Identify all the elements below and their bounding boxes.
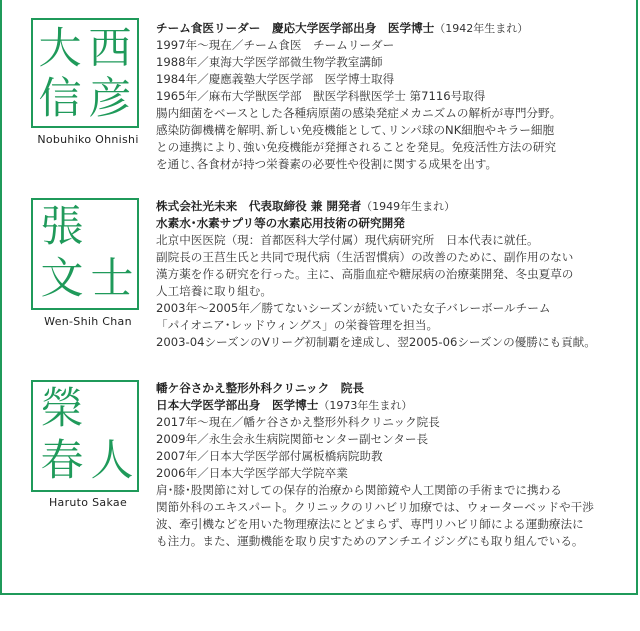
name-stamp xyxy=(31,198,139,310)
profile-line: 1997年〜現在／チーム食医 チームリーダー xyxy=(156,38,395,52)
name-kanji-char: 西 xyxy=(88,24,132,74)
profile-line: 1965年／麻布大学獣医学部 獣医学科獣医学士 第7116号取得 xyxy=(156,89,486,103)
profile-title-main: チーム食医リーダー 慶応大学医学部出身 医学博士 xyxy=(156,21,435,35)
profile-title: 幡ケ谷さかえ整形外科クリニック 院長 xyxy=(156,381,364,395)
name-kanji-char: 大 xyxy=(38,24,82,74)
profile-line: 「パイオニア･レッドウィングス」の栄養管理を担当。 xyxy=(156,318,439,332)
profile-line: 感染防御機構を解明､新しい免疫機能として､リンパ球のNK細胞やキラー細胞 xyxy=(156,123,555,137)
profile-line: 1988年／東海大学医学部微生物学教室講師 xyxy=(156,55,383,69)
name-kanji-char: 士 xyxy=(90,254,134,304)
name-kanji-char: 榮 xyxy=(40,384,84,434)
profile-line: 副院長の王莒生氏と共同で現代病（生活習慣病）の改善のために、副作用のない xyxy=(156,250,574,264)
profile-text xyxy=(156,380,632,550)
profile-subtitle-main: 日本大学医学部出身 医学博士 xyxy=(156,398,319,412)
profile-line: 漢方薬を作る研究を行った。主に、高脂血症や糖尿病の治療薬開発、冬虫夏草の xyxy=(156,267,574,281)
profile-line: を通じ､各食材が持つ栄養素の必要性や役割に関する成果を出す。 xyxy=(156,157,498,171)
profile-title-main: 株式会社光未来 代表取締役 兼 開発者 xyxy=(156,199,362,213)
profile-line: 2007年／日本大学医学部付属板橋病院助教 xyxy=(156,449,383,463)
name-kanji-char: 人 xyxy=(90,436,134,486)
profile-line: 2006年／日本大学医学部大学院卒業 xyxy=(156,466,348,480)
profile-line: 2003-04シーズンのVリーグ初制覇を達成し、翌2005-06シーズンの優勝にも貢献。 xyxy=(156,335,596,349)
profile-line: 腸内細菌をベースとした各種病原菌の感染発症メカニズムの解析が専門分野。 xyxy=(156,106,562,120)
profile-text xyxy=(156,198,632,351)
name-kanji-char: 春 xyxy=(40,436,84,486)
profile-subtitle: 水素水･水素サプリ等の水素応用技術の研究開発 xyxy=(156,216,405,230)
name-kanji-char: 文 xyxy=(40,254,84,304)
name-romaji: Wen-Shih Chan xyxy=(44,315,132,328)
profile-line: 1984年／慶應義塾大学医学部 医学博士取得 xyxy=(156,72,395,86)
profile-line: 関節外科のエキスパート。クリニックのリハビリ加療では、ウォーターベッドや干渉 xyxy=(156,500,594,514)
profile-title xyxy=(156,20,632,37)
name-stamp xyxy=(31,18,139,128)
name-kanji-char: 彦 xyxy=(88,74,132,124)
profile-line: 肩･膝･股関節に対しての保存的治療から関節鏡や人工関節の手術までに携わる xyxy=(156,483,562,497)
profile-subtitle xyxy=(156,397,632,414)
profile-birth: （1973年生まれ） xyxy=(318,399,413,412)
profile-title xyxy=(156,198,632,215)
profile-line: 人工培養に取り組む。 xyxy=(156,284,272,298)
profile-line: も注力。また、運動機能を取り戻すためのアンチエイジングにも取り組んでいる。 xyxy=(156,534,584,548)
profile-line: 2009年／永生会永生病院関節センター副センター長 xyxy=(156,432,429,446)
name-kanji-char: 張 xyxy=(40,202,84,252)
profile-line: 北京中医医院（現：首都医科大学付属）現代病研究所 日本代表に就任。 xyxy=(156,233,539,247)
profile-birth: （1942年生まれ） xyxy=(434,22,529,35)
profile-text xyxy=(156,20,632,173)
profile-birth: （1949年生まれ） xyxy=(361,200,456,213)
name-romaji: Nobuhiko Ohnishi xyxy=(37,133,139,146)
profile-line: 2017年〜現在／幡ケ谷さかえ整形外科クリニック院長 xyxy=(156,415,440,429)
profile-line: 波、牽引機などを用いた物理療法にとどまらず、専門リハビリ師による運動療法に xyxy=(156,517,584,531)
profile-line: 2003年〜2005年／勝てないシーズンが続いていた女子バレーボールチーム xyxy=(156,301,551,315)
name-romaji: Haruto Sakae xyxy=(48,496,128,509)
profile-line: との連携により､強い免疫機能が発揮されることを発見。免疫活性方法の研究 xyxy=(156,140,556,154)
name-stamp xyxy=(31,380,139,492)
name-kanji-char: 信 xyxy=(38,74,82,124)
